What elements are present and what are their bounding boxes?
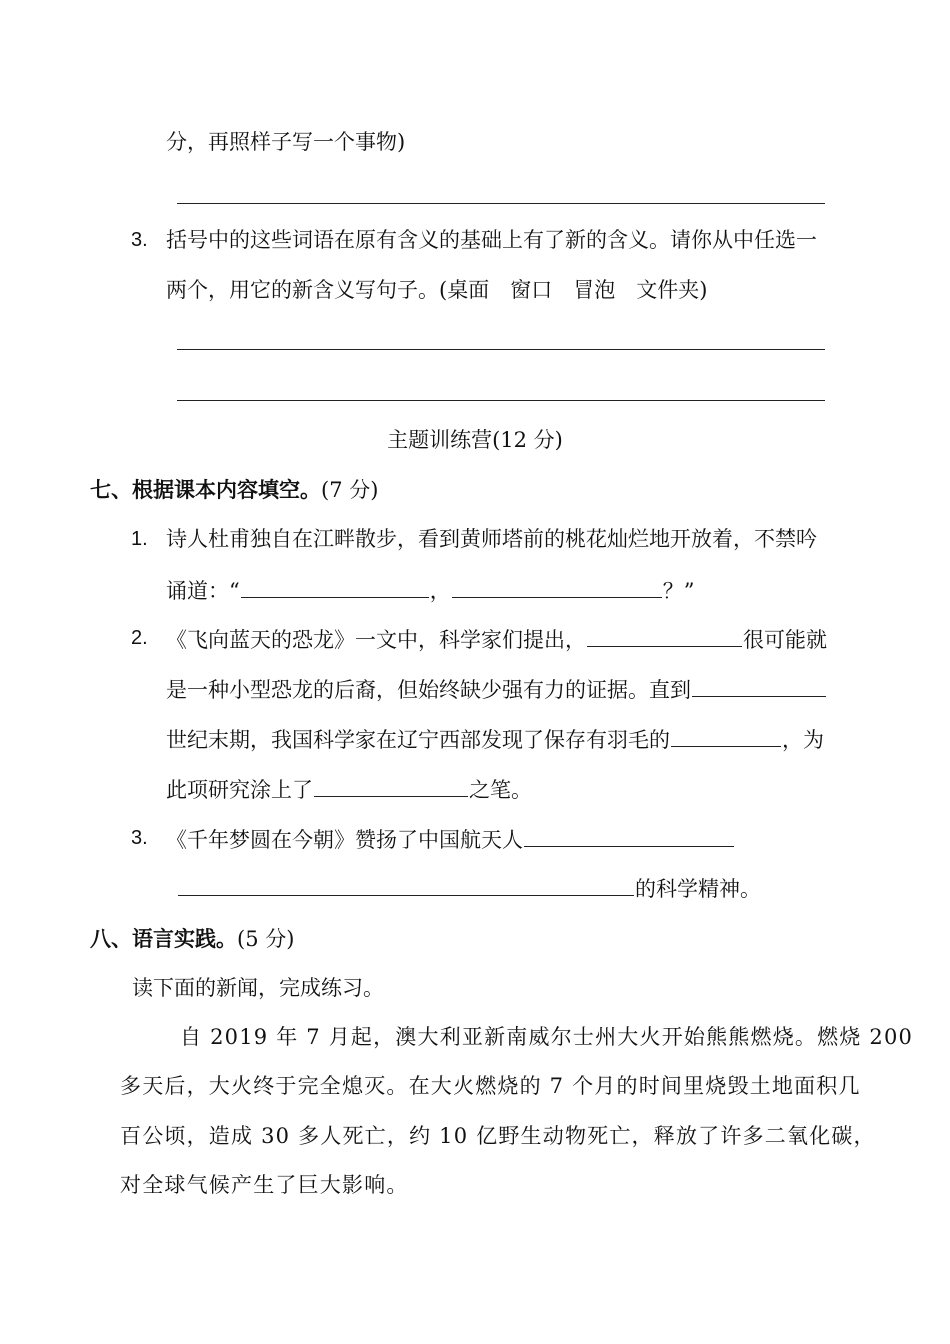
q7-item2-number: 2. [131, 627, 148, 649]
q6-item3-text-line2: 两个，用它的新含义写句子。(桌面 窗口 冒泡 文件夹) [166, 278, 708, 302]
q7-item2-text-a: 《飞向蓝天的恐龙》一文中，科学家们提出， [166, 628, 586, 652]
q7-item2-line3 [166, 724, 824, 754]
q7-heading [90, 476, 378, 504]
q8-intro: 读下面的新闻，完成练习。 [132, 976, 384, 1000]
answer-line[interactable] [177, 349, 825, 350]
q6-item3-number: 3. [131, 229, 148, 251]
fill-blank[interactable] [178, 873, 634, 896]
fill-blank[interactable] [671, 724, 781, 747]
q8-heading [90, 925, 294, 953]
q7-item2-text-g: 之笔。 [469, 778, 532, 802]
q7-item2-line1 [166, 624, 827, 654]
q7-item1-line2 [166, 575, 695, 605]
fill-blank[interactable] [692, 674, 826, 697]
q6-item2-continuation: 分，再照样子写一个事物) [166, 130, 406, 154]
news-paragraph-line4: 对全球气候产生了巨大影响。 [120, 1173, 409, 1197]
fill-blank[interactable] [587, 624, 742, 647]
q7-item2-text-d: 世纪末期，我国科学家在辽宁西部发现了保存有羽毛的 [166, 728, 670, 752]
news-paragraph-line2: 多天后，大火终于完全熄灭。在大火燃烧的 7 个月的时间里烧毁土地面积几 [120, 1074, 861, 1098]
q7-item2-line2 [166, 674, 827, 704]
news-paragraph-line1: 自 2019 年 7 月起，澳大利亚新南威尔士州大火开始熊熊燃烧。燃烧 200 [180, 1025, 914, 1049]
q7-item3-text-b: 的科学精神。 [635, 877, 761, 901]
fill-blank[interactable] [524, 824, 734, 847]
q7-item1-number: 1. [131, 528, 148, 550]
q7-item2-text-e: ，为 [782, 728, 824, 752]
q7-item2-text-c: 是一种小型恐龙的后裔，但始终缺少强有力的证据。直到 [166, 678, 691, 702]
theme-section-title: 主题训练营(12 分) [387, 428, 563, 452]
fill-blank[interactable] [452, 575, 662, 598]
q7-item2-text-b: 很可能就 [743, 628, 827, 652]
q7-item3-line2 [177, 873, 761, 903]
fill-blank[interactable] [241, 575, 429, 598]
q7-item1-line1: 诗人杜甫独自在江畔散步，看到黄师塔前的桃花灿烂地开放着，不禁吟 [166, 527, 817, 551]
q7-item1-comma: ， [429, 579, 451, 603]
q7-points: (7 分) [321, 478, 379, 502]
q8-points: (5 分) [237, 927, 295, 951]
fill-blank[interactable] [314, 774, 468, 797]
q7-item3-line1 [166, 824, 735, 854]
q7-item2-line4 [166, 774, 532, 804]
q7-item2-text-f: 此项研究涂上了 [166, 778, 313, 802]
answer-line[interactable] [177, 400, 825, 401]
q6-item3-text-line1: 括号中的这些词语在原有含义的基础上有了新的含义。请你从中任选一 [166, 228, 817, 252]
q7-heading-text: 七、根据课本内容填空。 [90, 477, 321, 502]
q7-item1-suffix: ？” [662, 579, 695, 603]
q7-item3-number: 3. [131, 827, 148, 849]
q7-item1-prefix: 诵道：“ [166, 579, 240, 603]
q8-heading-text: 八、语言实践。 [90, 926, 237, 951]
answer-line[interactable] [177, 203, 825, 204]
news-paragraph-line3: 百公顷，造成 30 多人死亡，约 10 亿野生动物死亡，释放了许多二氧化碳， [120, 1124, 876, 1148]
q7-item3-text-a: 《千年梦圆在今朝》赞扬了中国航天人 [166, 828, 523, 852]
